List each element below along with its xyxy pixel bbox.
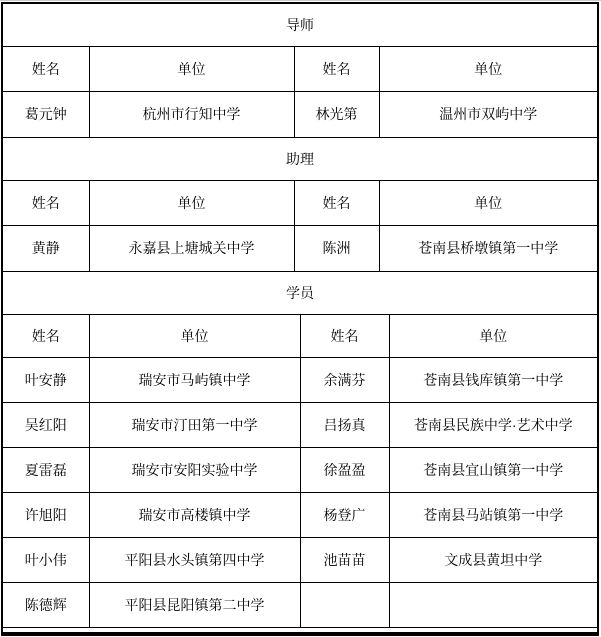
cell-name bbox=[300, 583, 389, 628]
table-row bbox=[3, 448, 597, 493]
table-row bbox=[3, 493, 597, 538]
column-header: 姓名 bbox=[3, 181, 89, 226]
section-title: 助理 bbox=[3, 138, 597, 181]
column-header: 姓名 bbox=[3, 47, 89, 92]
cell-name: 许旭阳 bbox=[3, 493, 89, 538]
cell-unit: 温州市双屿中学 bbox=[379, 92, 597, 138]
cell-name: 夏雷磊 bbox=[3, 448, 89, 493]
column-header: 姓名 bbox=[300, 315, 389, 358]
section-title-row bbox=[3, 272, 597, 315]
column-header: 姓名 bbox=[294, 181, 379, 226]
table-row bbox=[3, 403, 597, 448]
cell-name: 叶小伟 bbox=[3, 538, 89, 583]
cropped-row-artifact-bottom bbox=[3, 628, 597, 632]
column-header: 单位 bbox=[389, 315, 597, 358]
column-header: 姓名 bbox=[294, 47, 379, 92]
column-header-row bbox=[3, 315, 597, 358]
cell-unit: 苍南县桥墩镇第一中学 bbox=[379, 226, 597, 272]
cell-unit: 苍南县钱库镇第一中学 bbox=[389, 358, 597, 403]
cell-unit bbox=[389, 583, 597, 628]
cell-unit: 文成县黄坦中学 bbox=[389, 538, 597, 583]
cell-name: 林光第 bbox=[294, 92, 379, 138]
roster-section-table bbox=[3, 137, 597, 272]
cell-unit: 杭州市行知中学 bbox=[89, 92, 294, 138]
section-title: 导师 bbox=[3, 4, 597, 47]
cell-name: 陈洲 bbox=[294, 226, 379, 272]
cell-name: 徐盈盈 bbox=[300, 448, 389, 493]
roster-section-table bbox=[3, 4, 597, 138]
cell-name: 杨登广 bbox=[300, 493, 389, 538]
cell-name: 叶安静 bbox=[3, 358, 89, 403]
table-row bbox=[3, 583, 597, 628]
cell-unit: 瑞安市安阳实验中学 bbox=[89, 448, 300, 493]
table-row bbox=[3, 92, 597, 138]
cell-name: 黄静 bbox=[3, 226, 89, 272]
cell-unit: 苍南县宜山镇第一中学 bbox=[389, 448, 597, 493]
section-title-row bbox=[3, 138, 597, 181]
cell-name: 陈德辉 bbox=[3, 583, 89, 628]
column-header: 单位 bbox=[379, 47, 597, 92]
cell-unit: 瑞安市汀田第一中学 bbox=[89, 403, 300, 448]
roster-table bbox=[1, 2, 599, 636]
section-title: 学员 bbox=[3, 272, 597, 315]
cell-unit: 永嘉县上塘城关中学 bbox=[89, 226, 294, 272]
column-header: 单位 bbox=[379, 181, 597, 226]
table-row bbox=[3, 358, 597, 403]
cell-unit: 平阳县水头镇第四中学 bbox=[89, 538, 300, 583]
cropped-row-artifact-top bbox=[0, 0, 601, 1]
cell-name: 吴红阳 bbox=[3, 403, 89, 448]
cell-name: 余满芬 bbox=[300, 358, 389, 403]
cell-unit: 瑞安市高楼镇中学 bbox=[89, 493, 300, 538]
cell-name: 吕扬真 bbox=[300, 403, 389, 448]
column-header: 姓名 bbox=[3, 315, 89, 358]
column-header-row bbox=[3, 181, 597, 226]
cell-unit: 苍南县民族中学·艺术中学 bbox=[389, 403, 597, 448]
cell-name: 葛元钟 bbox=[3, 92, 89, 138]
table-row bbox=[3, 226, 597, 272]
column-header: 单位 bbox=[89, 181, 294, 226]
cell-unit: 苍南县马站镇第一中学 bbox=[389, 493, 597, 538]
column-header-row bbox=[3, 47, 597, 92]
cell-unit: 平阳县昆阳镇第二中学 bbox=[89, 583, 300, 628]
table-row bbox=[3, 538, 597, 583]
roster-section-table bbox=[3, 271, 597, 628]
column-header: 单位 bbox=[89, 47, 294, 92]
column-header: 单位 bbox=[89, 315, 300, 358]
cell-name: 池苗苗 bbox=[300, 538, 389, 583]
section-title-row bbox=[3, 4, 597, 47]
cell-unit: 瑞安市马屿镇中学 bbox=[89, 358, 300, 403]
